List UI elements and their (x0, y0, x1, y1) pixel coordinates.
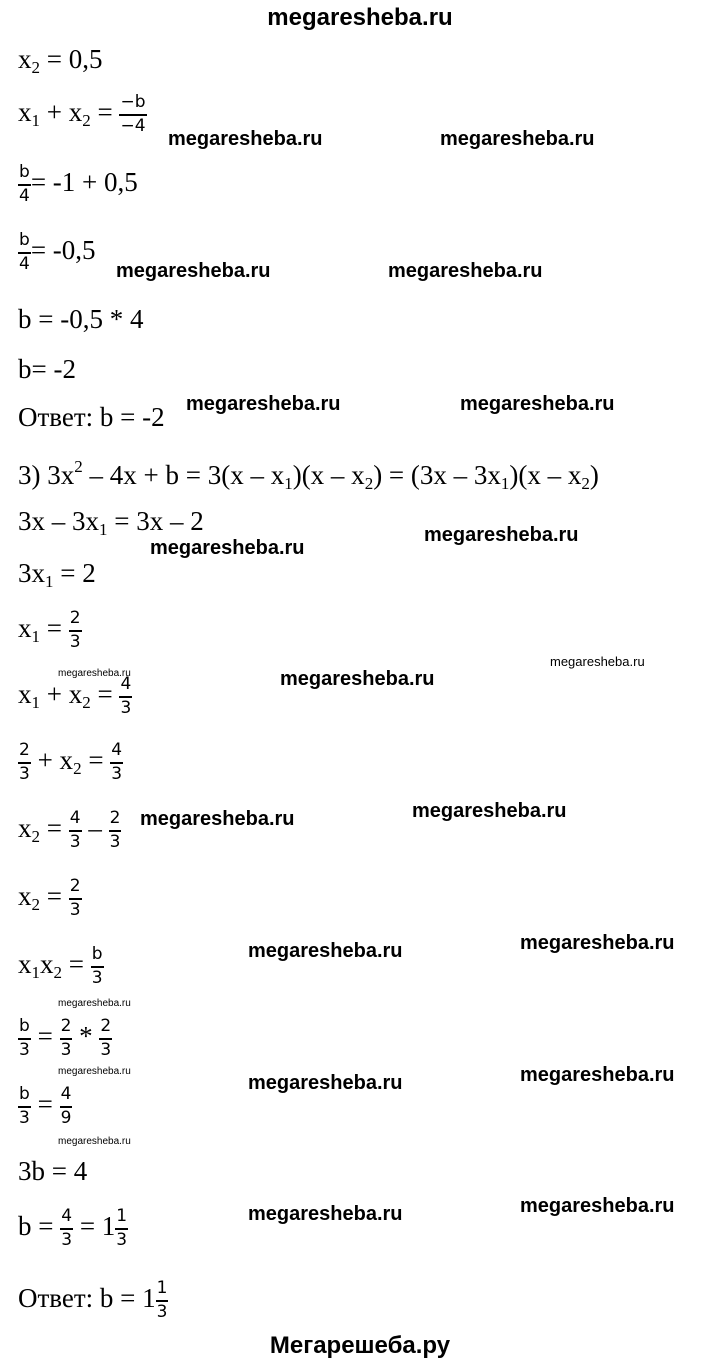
watermark: megaresheba.ru (460, 393, 615, 415)
watermark: megaresheba.ru (280, 668, 435, 690)
watermark: megaresheba.ru (58, 668, 131, 679)
answer-line-1: Ответ: b = -2 (18, 402, 165, 432)
equation-line-16: $x_1x_2$ = $\frac{b}{3}$ (18, 944, 103, 988)
equation-line-2: $x_1 + x_2$ = $\frac{-b}{-4}$ (18, 92, 146, 136)
watermark: megaresheba.ru (58, 998, 131, 1009)
watermark: megaresheba.ru (248, 1072, 403, 1094)
fraction: $\frac{2}{3}$ (109, 808, 121, 852)
watermark: megaresheba.ru (550, 654, 645, 669)
watermark: megaresheba.ru (412, 800, 567, 822)
fraction: $\frac{2}{3}$ (19, 740, 30, 784)
equation-line-1: $x_2 = 0,5$ (18, 44, 103, 77)
watermark: megaresheba.ru (150, 537, 305, 559)
equation-line-9: $3x - 3x_1 = 3x - 2$ (18, 506, 204, 539)
watermark: megaresheba.ru (388, 260, 543, 282)
equation-line-14: $x_2$ = $\frac{4}{3}$ – $\frac{2}{3}$ (18, 808, 121, 852)
fraction: $\frac{b}{3}$ (91, 944, 103, 988)
fraction: $\frac{1}{3}$ (156, 1278, 168, 1322)
watermark: megaresheba.ru (58, 1136, 131, 1147)
equation-line-5: b = -0,5 * 4 (18, 304, 144, 334)
equation-line-6: b= -2 (18, 354, 76, 384)
fraction: $\frac{2}{3}$ (69, 608, 81, 652)
watermark: megaresheba.ru (58, 1066, 131, 1077)
equation-line-12: $x_1 + x_2$ = $\frac{4}{3}$ (18, 674, 132, 718)
fraction: $\frac{4}{3}$ (120, 674, 132, 718)
equation-line-3: $\frac{b}{4}$ = -1 + 0,5 (19, 162, 138, 206)
equation-line-8: 3) $3x^2 - 4x + b = 3(x - x_1)(x - x_2) = (3x - 3x_1)(x - x_2)$ (18, 457, 599, 493)
fraction: $\frac{b}{4}$ (19, 230, 30, 274)
equation-line-11: $x_1$ = $\frac{2}{3}$ (18, 608, 81, 652)
fraction: $\frac{4}{3}$ (69, 808, 81, 852)
watermark: megaresheba.ru (424, 524, 579, 546)
fraction: $\frac{b}{3}$ (19, 1084, 30, 1128)
watermark: megaresheba.ru (168, 128, 323, 150)
fraction: $\frac{2}{3}$ (60, 1016, 72, 1060)
site-footer: Мегарешеба.ру (269, 1332, 451, 1359)
watermark: megaresheba.ru (248, 940, 403, 962)
watermark: megaresheba.ru (116, 260, 271, 282)
equation-line-19: 3b = 4 (18, 1156, 88, 1186)
watermark: megaresheba.ru (520, 1064, 675, 1086)
fraction: $\frac{2}{3}$ (100, 1016, 112, 1060)
watermark: megaresheba.ru (186, 393, 341, 415)
watermark: megaresheba.ru (248, 1203, 403, 1225)
answer-line-2: Ответ: b = 1 $\frac{1}{3}$ (18, 1278, 168, 1322)
fraction: $\frac{4}{3}$ (111, 740, 123, 784)
equation-line-4: $\frac{b}{4}$ = -0,5 (19, 230, 96, 274)
watermark: megaresheba.ru (520, 1195, 675, 1217)
watermark: megaresheba.ru (520, 932, 675, 954)
watermark: megaresheba.ru (140, 808, 295, 830)
fraction: $\frac{4}{3}$ (61, 1206, 73, 1250)
site-header: megaresheba.ru (267, 4, 453, 31)
fraction: $\frac{4}{9}$ (60, 1084, 72, 1128)
fraction: $\frac{1}{3}$ (116, 1206, 128, 1250)
equation-line-13: $\frac{2}{3}$ + $x_2$ = $\frac{4}{3}$ (19, 740, 123, 784)
fraction: $\frac{b}{4}$ (19, 162, 30, 206)
fraction: $\frac{-b}{-4}$ (120, 92, 146, 136)
equation-line-15: $x_2$ = $\frac{2}{3}$ (18, 876, 81, 920)
fraction: $\frac{b}{3}$ (19, 1016, 30, 1060)
equation-line-17: $\frac{b}{3}$ = $\frac{2}{3}$ * $\frac{2}{3}$ (19, 1016, 112, 1060)
watermark: megaresheba.ru (440, 128, 595, 150)
equation-line-10: $3x_1 = 2$ (18, 558, 96, 591)
fraction: $\frac{2}{3}$ (69, 876, 81, 920)
equation-line-18: $\frac{b}{3}$ = $\frac{4}{9}$ (19, 1084, 72, 1128)
equation-line-20: b = $\frac{4}{3}$ = 1 $\frac{1}{3}$ (18, 1206, 128, 1250)
